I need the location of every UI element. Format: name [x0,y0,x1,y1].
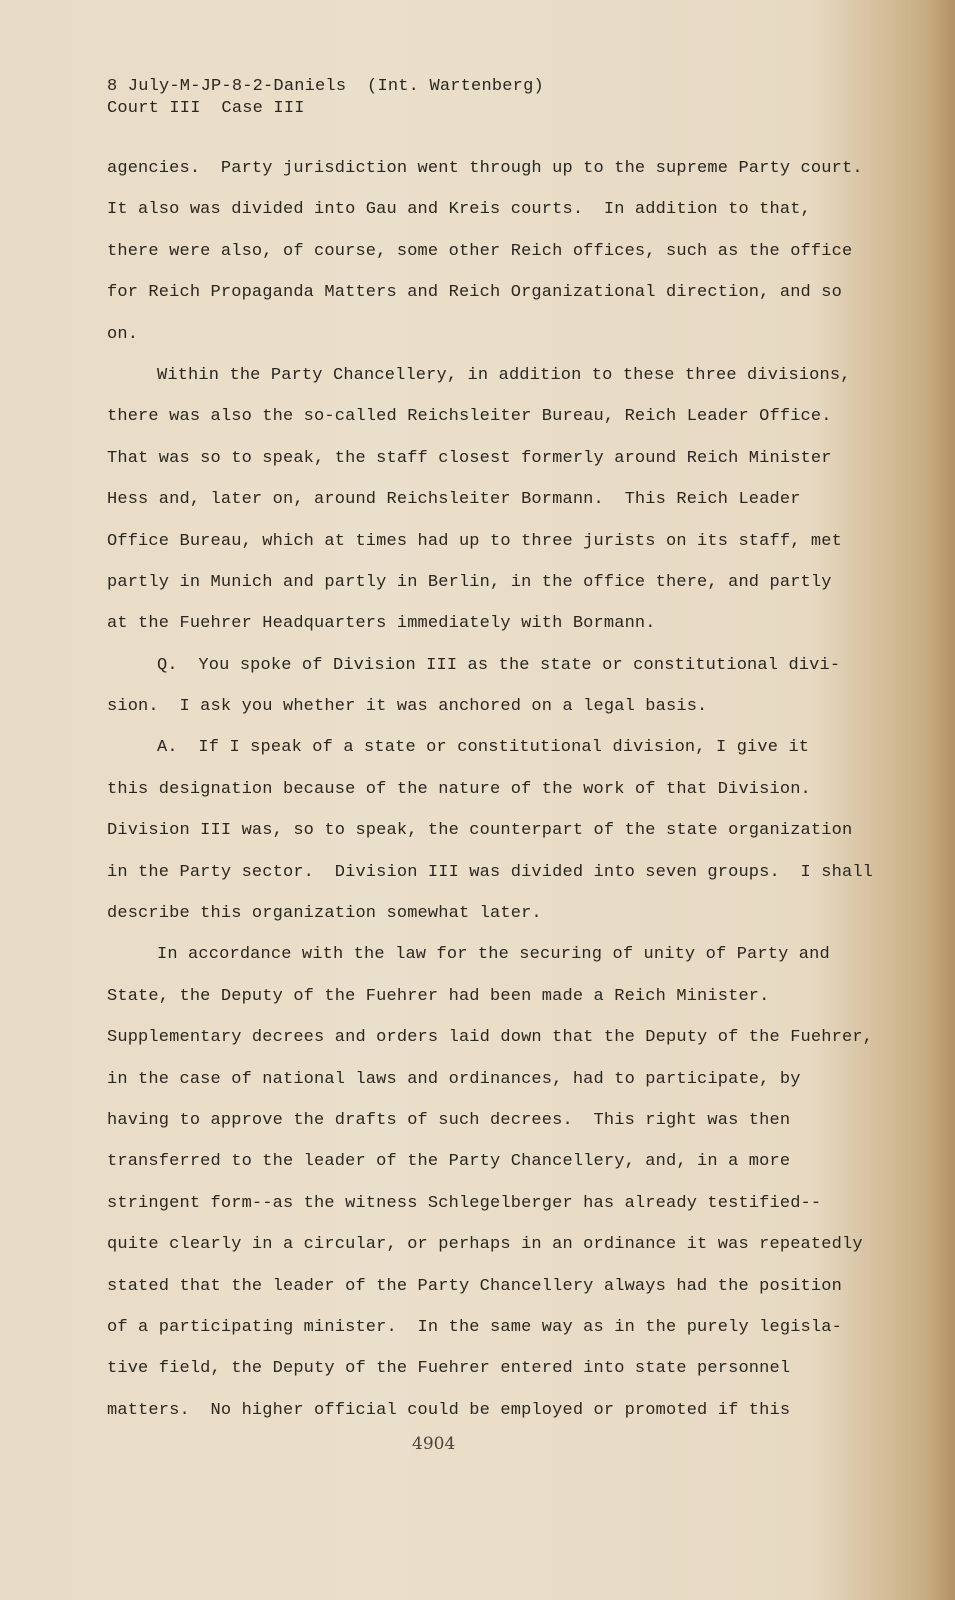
text-line: matters. No higher official could be employed or promoted if this [107,1400,791,1420]
text-line: in the Party sector. Division III was divided into seven groups. I shall [107,862,874,882]
page-number: 4904 [412,1434,456,1454]
header-line-2: Court III Case III [107,99,305,118]
text-line: for Reich Propaganda Matters and Reich Organizational direction, and so [107,283,842,303]
text-line: on. [107,324,139,344]
page-edge-shadow [929,0,955,1600]
text-line: of a participating minister. In the same way as in the purely legisla- [107,1317,842,1337]
text-line: partly in Munich and partly in Berlin, in the office there, and partly [107,572,832,592]
text-line: Within the Party Chancellery, in addition to these three divisions, [157,365,851,385]
document-header [107,76,544,120]
text-line: stringent form--as the witness Schlegelberger has already testified-- [107,1193,822,1213]
transcript-body [107,158,874,1441]
text-line: In accordance with the law for the securing of unity of Party and [157,945,830,965]
text-line: agencies. Party jurisdiction went through up to the supreme Party court. [107,159,863,178]
text-line: Supplementary decrees and orders laid down that the Deputy of the Fuehrer, [107,1028,874,1048]
text-line: describe this organization somewhat later. [107,904,542,924]
text-line: State, the Deputy of the Fuehrer had been made a Reich Minister. [107,986,770,1006]
text-line: in the case of national laws and ordinances, had to participate, by [107,1069,801,1089]
text-line: stated that the leader of the Party Chancellery always had the position [107,1276,842,1296]
text-line: A. If I speak of a state or constitutional division, I give it [157,738,810,758]
text-line: there were also, of course, some other Reich offices, such as the office [107,241,853,261]
text-line: Division III was, so to speak, the counterpart of the state organization [107,821,853,841]
text-line: tive field, the Deputy of the Fuehrer entered into state personnel [107,1359,791,1379]
text-line: transferred to the leader of the Party Chancellery, and, in a more [107,1152,791,1172]
text-line: this designation because of the nature of the work of that Division. [107,779,811,799]
text-line: at the Fuehrer Headquarters immediately with Bormann. [107,614,656,634]
text-line: Q. You spoke of Division III as the state or constitutional divi- [157,655,841,675]
text-line: sion. I ask you whether it was anchored on a legal basis. [107,697,708,717]
text-line: there was also the so-called Reichsleiter Bureau, Reich Leader Office. [107,407,832,427]
text-line: Hess and, later on, around Reichsleiter Bormann. This Reich Leader [107,490,801,510]
text-line: quite clearly in a circular, or perhaps in an ordinance it was repeatedly [107,1235,863,1255]
header-line-1: 8 July-M-JP-8-2-Daniels (Int. Wartenberg) [107,77,544,96]
text-line: having to approve the drafts of such decrees. This right was then [107,1110,791,1130]
text-line: That was so to speak, the staff closest formerly around Reich Minister [107,448,832,468]
text-line: Office Bureau, which at times had up to three jurists on its staff, met [107,531,842,551]
text-line: It also was divided into Gau and Kreis courts. In addition to that, [107,200,811,220]
